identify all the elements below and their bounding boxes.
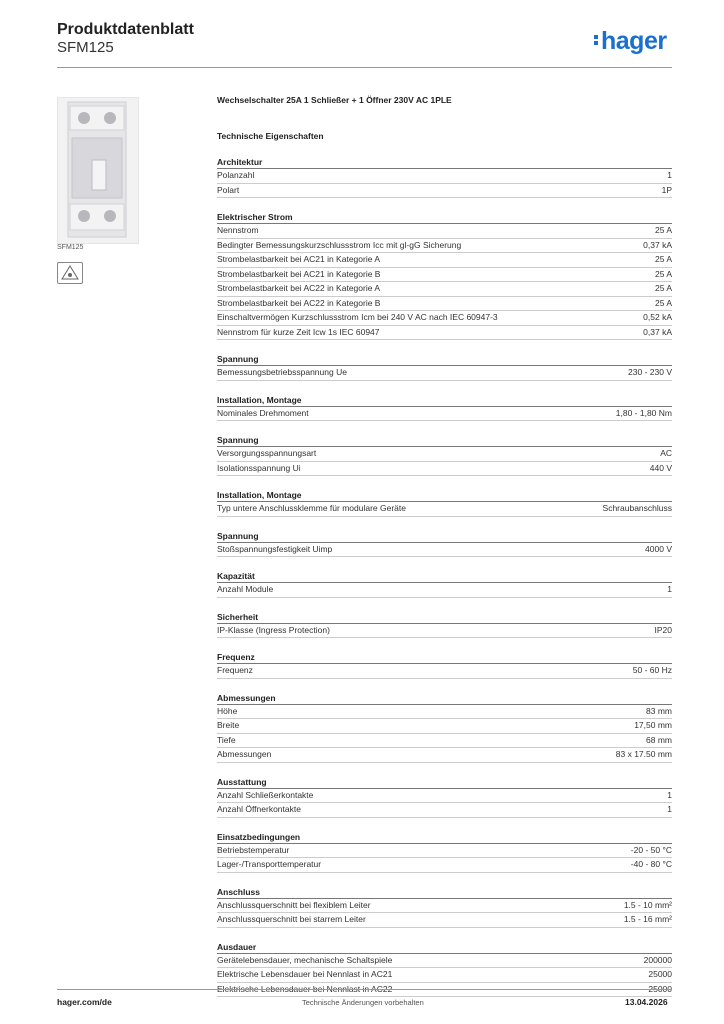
product-image	[57, 97, 139, 244]
spec-row	[217, 502, 672, 517]
spec-row	[217, 224, 672, 239]
spec-value: 25 A	[654, 225, 672, 235]
spec-section	[217, 611, 672, 639]
spec-label: Bemessungsbetriebsspannung Ue	[217, 367, 347, 377]
spec-section-title: Ausstattung	[217, 776, 672, 789]
spec-value: 230 - 230 V	[628, 367, 672, 377]
footer-divider	[57, 989, 672, 990]
spec-label: Lager-/Transporttemperatur	[217, 859, 322, 869]
spec-row	[217, 184, 672, 199]
spec-row	[217, 407, 672, 422]
spec-label: Polanzahl	[217, 170, 255, 180]
spec-label: Anschlussquerschnitt bei starrem Leiter	[217, 914, 366, 924]
spec-row	[217, 789, 672, 804]
spec-label: Gerätelebensdauer, mechanische Schaltspiele	[217, 954, 393, 965]
spec-label: Polart	[217, 184, 240, 195]
spec-value: 0,52 kA	[643, 312, 672, 322]
spec-section-title: Spannung	[217, 353, 672, 366]
document-subtitle: SFM125	[57, 39, 114, 56]
spec-section-title: Spannung	[217, 434, 672, 447]
spec-value: 25000	[648, 969, 672, 979]
footer-date: 13.04.2026	[625, 997, 668, 1007]
spec-value: 4000 V	[645, 543, 672, 554]
footer-website: hager.com/de	[57, 997, 112, 1007]
spec-value: 1.5 - 16 mm²	[623, 914, 672, 924]
spec-row	[217, 968, 672, 983]
spec-value: 1,80 - 1,80 Nm	[615, 407, 672, 418]
spec-section	[217, 211, 672, 340]
spec-row	[217, 169, 672, 184]
spec-label: Tiefe	[217, 734, 236, 745]
spec-label: Höhe	[217, 705, 238, 716]
spec-label: Anzahl Schließerkontakte	[217, 789, 314, 800]
spec-section	[217, 692, 672, 763]
spec-label: Abmessungen	[217, 749, 272, 759]
spec-label: Anzahl Öffnerkontakte	[217, 804, 301, 814]
spec-row	[217, 583, 672, 598]
spec-section	[217, 530, 672, 558]
spec-section-title: Abmessungen	[217, 692, 672, 705]
spec-section	[217, 570, 672, 598]
spec-label: Typ untere Anschlussklemme für modulare Geräte	[217, 503, 406, 513]
spec-value: 17,50 mm	[634, 720, 672, 730]
header-divider	[57, 67, 672, 68]
spec-section-title: Frequenz	[217, 651, 672, 664]
spec-row	[217, 858, 672, 873]
spec-value: AC	[660, 448, 672, 458]
spec-section	[217, 489, 672, 517]
spec-value: 1	[667, 789, 672, 800]
spec-label: Nennstrom	[217, 225, 259, 235]
spec-label: Nennstrom für kurze Zeit Icw 1s IEC 60947	[217, 326, 380, 337]
spec-section-title: Anschluss	[217, 886, 672, 899]
spec-row	[217, 899, 672, 914]
spec-value: 25 A	[654, 254, 672, 264]
spec-row	[217, 268, 672, 283]
spec-row	[217, 239, 672, 254]
spec-label: Nominales Drehmoment	[217, 407, 309, 418]
spec-value: -20 - 50 °C	[630, 844, 672, 855]
spec-sections	[217, 156, 672, 997]
spec-label: Strombelastbarkeit bei AC22 in Kategorie B	[217, 297, 381, 308]
spec-label: Strombelastbarkeit bei AC22 in Kategorie A	[217, 283, 381, 293]
spec-row	[217, 282, 672, 297]
spec-section-title: Installation, Montage	[217, 394, 672, 407]
product-image-caption: SFM125	[57, 244, 84, 251]
spec-section-title: Ausdauer	[217, 941, 672, 954]
spec-value: 68 mm	[646, 734, 672, 745]
spec-value: 25 A	[654, 268, 672, 279]
spec-row	[217, 664, 672, 679]
spec-label: Strombelastbarkeit bei AC21 in Kategorie A	[217, 254, 381, 264]
spec-value: 0,37 kA	[643, 239, 672, 250]
spec-value: 1	[667, 170, 672, 180]
spec-row	[217, 297, 672, 312]
spec-label: Bedingter Bemessungskurzschlussstrom Icc mit gl-gG Sicherung	[217, 239, 462, 250]
spec-value: 1.5 - 10 mm²	[623, 899, 672, 910]
spec-value: 83 mm	[646, 705, 672, 716]
spec-label: Breite	[217, 720, 240, 730]
spec-row	[217, 311, 672, 326]
spec-section-title: Kapazität	[217, 570, 672, 583]
spec-value: 1	[667, 804, 672, 814]
spec-section-title: Spannung	[217, 530, 672, 543]
logo-text: hager	[601, 27, 667, 55]
spec-value: 1P	[661, 184, 672, 195]
spec-label: Anzahl Module	[217, 584, 274, 594]
spec-section-title: Einsatzbedingungen	[217, 831, 672, 844]
spec-label: Frequenz	[217, 665, 253, 675]
spec-value: 50 - 60 Hz	[632, 665, 672, 675]
spec-label: Versorgungsspannungsart	[217, 448, 317, 458]
spec-value: -40 - 80 °C	[630, 859, 672, 869]
spec-row	[217, 734, 672, 749]
logo-dots-icon	[594, 33, 599, 47]
spec-value: 25 A	[654, 283, 672, 293]
spec-row	[217, 705, 672, 720]
hager-logo	[594, 27, 667, 56]
spec-section	[217, 434, 672, 476]
spec-section-title: Installation, Montage	[217, 489, 672, 502]
spec-label: Stoßspannungsfestigkeit Uimp	[217, 543, 333, 554]
spec-label: Einschaltvermögen Kurzschlussstrom Icm bei 240 V AC nach IEC 60947-3	[217, 312, 498, 322]
spec-section	[217, 651, 672, 679]
spec-row	[217, 913, 672, 928]
spec-label: Betriebstemperatur	[217, 844, 290, 855]
spec-row	[217, 844, 672, 859]
spec-row	[217, 803, 672, 818]
document-title: Produktdatenblatt	[57, 21, 194, 38]
spec-row	[217, 366, 672, 381]
spec-label: Isolationsspannung Ui	[217, 462, 301, 473]
spec-value: Schraubanschluss	[602, 503, 672, 513]
spec-value: 83 x 17.50 mm	[615, 749, 672, 759]
spec-row	[217, 253, 672, 268]
spec-section	[217, 156, 672, 198]
spec-row	[217, 462, 672, 477]
spec-section-title: Elektrischer Strom	[217, 211, 672, 224]
spec-value: 200000	[643, 954, 672, 965]
spec-section	[217, 776, 672, 818]
spec-content	[217, 93, 672, 997]
spec-section	[217, 831, 672, 873]
spec-value: IP20	[654, 624, 672, 635]
spec-row	[217, 624, 672, 639]
spec-label: IP-Klasse (Ingress Protection)	[217, 624, 330, 635]
footer-note: Technische Änderungen vorbehalten	[302, 998, 424, 1007]
spec-value: 0,37 kA	[643, 326, 672, 337]
spec-row	[217, 748, 672, 763]
spec-section	[217, 353, 672, 381]
spec-row	[217, 719, 672, 734]
spec-label: Elektrische Lebensdauer bei Nennlast in AC21	[217, 969, 393, 979]
spec-label: Anschlussquerschnitt bei flexiblem Leiter	[217, 899, 371, 910]
spec-row	[217, 326, 672, 341]
certification-icon	[57, 262, 83, 284]
spec-row	[217, 954, 672, 969]
spec-section-title: Sicherheit	[217, 611, 672, 624]
spec-value: 25 A	[654, 297, 672, 308]
spec-section-title: Architektur	[217, 156, 672, 169]
spec-value: 440 V	[649, 462, 672, 473]
spec-value: 1	[667, 584, 672, 594]
product-name: Wechselschalter 25A 1 Schließer + 1 Öffner 230V AC 1PLE	[217, 95, 452, 105]
spec-section	[217, 394, 672, 422]
spec-row	[217, 543, 672, 558]
technical-properties-title: Technische Eigenschaften	[217, 131, 324, 141]
spec-label: Strombelastbarkeit bei AC21 in Kategorie B	[217, 268, 381, 279]
spec-row	[217, 447, 672, 462]
spec-section	[217, 886, 672, 928]
